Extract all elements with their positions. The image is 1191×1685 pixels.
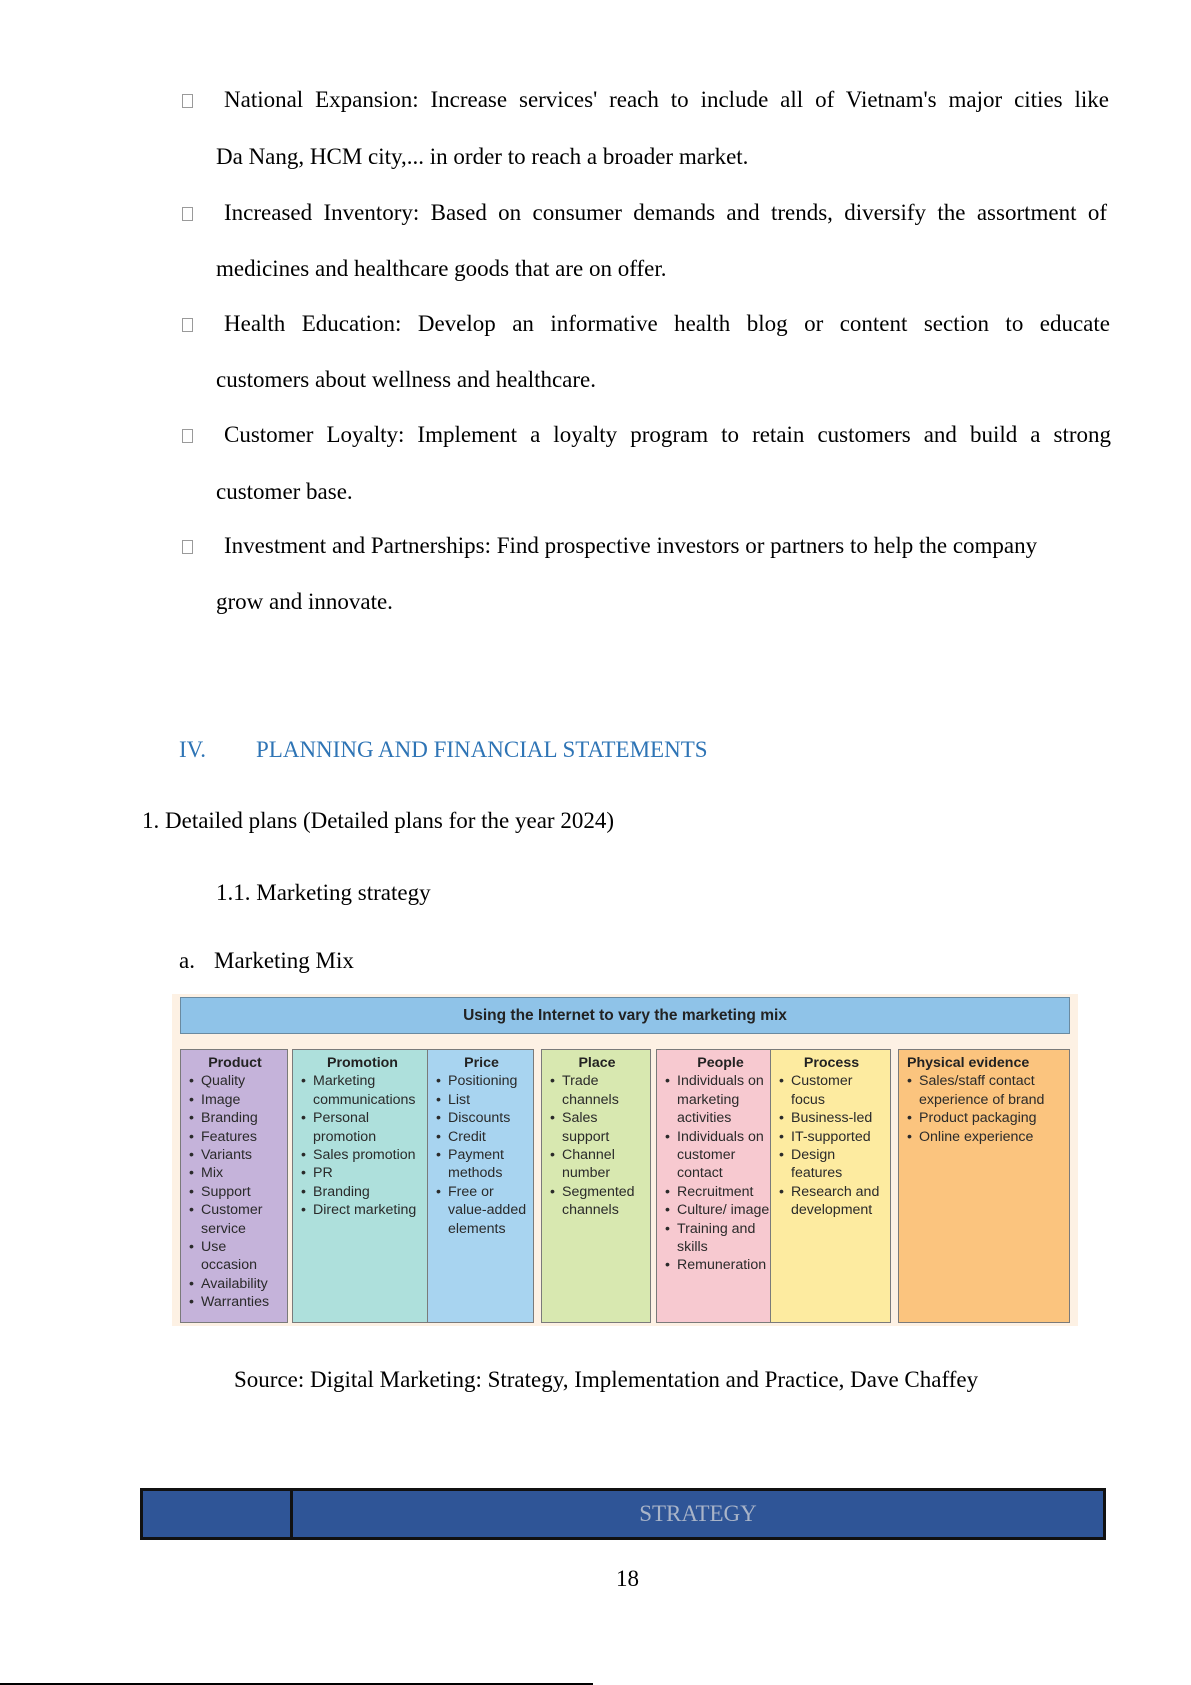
mix-column-title: Process xyxy=(803,1055,860,1071)
mix-column-title: Price xyxy=(464,1055,499,1071)
mix-column-price xyxy=(427,1049,534,1323)
section-number: IV. xyxy=(179,737,207,762)
marketing-mix-figure xyxy=(172,994,1078,1326)
mix-column-product xyxy=(180,1049,288,1323)
subheading-detailed-plans: 1. Detailed plans (Detailed plans for the year 2024) xyxy=(142,808,614,833)
mix-item: • Product packaging xyxy=(907,1109,1063,1127)
mix-item: • Trade channels xyxy=(550,1072,644,1109)
bullet-item-continuation: medicines and healthcare goods that are on offer. xyxy=(216,256,667,281)
mix-item: • Business-led xyxy=(779,1109,884,1127)
mix-item: • Remuneration xyxy=(665,1256,776,1274)
bullet-item-line: Investment and Partnerships: Find prospective investors or partners to help the company xyxy=(224,533,1038,558)
mix-column-items xyxy=(189,1072,281,1311)
bullet-item-line: Customer Loyalty: Implement a loyalty program to retain customers and build a strong xyxy=(224,422,1111,447)
mix-column-items xyxy=(779,1072,884,1219)
bullet-item-continuation: grow and innovate. xyxy=(216,589,393,614)
mix-item: • IT-supported xyxy=(779,1128,884,1146)
mix-item: • Positioning xyxy=(436,1072,527,1090)
table-header-cell-strategy: STRATEGY xyxy=(639,1501,757,1526)
mix-item: • Availability xyxy=(189,1275,281,1293)
mix-column-title: Product xyxy=(208,1055,262,1071)
mix-item: • Credit xyxy=(436,1128,527,1146)
subheading-marker: a. xyxy=(179,948,195,973)
bullet-box-icon xyxy=(182,318,193,332)
bullet-box-icon xyxy=(182,207,193,221)
mix-item: • Segmented channels xyxy=(550,1183,644,1220)
mix-column-place xyxy=(541,1049,651,1323)
mix-item: • Mix xyxy=(189,1164,281,1182)
strategy-table xyxy=(140,1488,1106,1540)
mix-item: • Customer focus xyxy=(779,1072,884,1109)
mix-item: • Image xyxy=(189,1091,281,1109)
mix-item: • Variants xyxy=(189,1146,281,1164)
mix-column-title: Promotion xyxy=(327,1055,398,1071)
mix-item: • Marketing communications xyxy=(301,1072,424,1109)
bullet-item-continuation: customers about wellness and healthcare. xyxy=(216,367,597,392)
mix-item: • Online experience xyxy=(907,1128,1063,1146)
mix-column-title: Place xyxy=(578,1055,616,1071)
bullet-box-icon xyxy=(182,540,193,554)
mix-item: • Quality xyxy=(189,1072,281,1090)
bullet-item-continuation: Da Nang, HCM city,... in order to reach a broader market. xyxy=(216,144,749,169)
mix-column-items xyxy=(436,1072,527,1238)
mix-item: • Direct marketing xyxy=(301,1201,424,1219)
mix-column-promotion xyxy=(292,1049,431,1323)
mix-item: • PR xyxy=(301,1164,424,1182)
mix-item: • Design features xyxy=(779,1146,884,1183)
subheading-marketing-strategy: 1.1. Marketing strategy xyxy=(216,880,431,905)
mix-item: • Culture/ image xyxy=(665,1201,776,1219)
mix-column-physical-evidence xyxy=(898,1049,1070,1323)
mix-item: • Personal promotion xyxy=(301,1109,424,1146)
mix-item: • List xyxy=(436,1091,527,1109)
bullet-item-line: Health Education: Develop an informative health blog or content section to educate xyxy=(224,311,1110,336)
mix-item: • Payment methods xyxy=(436,1146,527,1183)
mix-item: • Individuals on marketing activities xyxy=(665,1072,776,1127)
mix-column-title: People xyxy=(697,1055,744,1071)
bullet-box-icon xyxy=(182,429,193,443)
bullet-item-line: National Expansion: Increase services' reach to include all of Vietnam's major cities like xyxy=(224,87,1109,112)
mix-item: • Individuals on customer contact xyxy=(665,1128,776,1183)
mix-item: • Customer service xyxy=(189,1201,281,1238)
figure-header: Using the Internet to vary the marketing mix xyxy=(180,997,1070,1034)
mix-column-items xyxy=(907,1072,1063,1146)
bullet-box-icon xyxy=(182,94,193,108)
mix-item: • Sales/staff contact experience of brand xyxy=(907,1072,1063,1109)
mix-column-items xyxy=(301,1072,424,1219)
mix-column-title: Physical evidence xyxy=(907,1055,1030,1071)
bullet-item-line: Increased Inventory: Based on consumer demands and trends, diversify the assortment of xyxy=(224,200,1107,225)
mix-column-items xyxy=(665,1072,776,1274)
mix-item: • Branding xyxy=(301,1183,424,1201)
mix-item: • Use occasion xyxy=(189,1238,281,1275)
bullet-item-continuation: customer base. xyxy=(216,479,353,504)
mix-item: • Channel number xyxy=(550,1146,644,1183)
mix-item: • Free or value-added elements xyxy=(436,1183,527,1238)
mix-item: • Research and development xyxy=(779,1183,884,1220)
mix-item: • Branding xyxy=(189,1109,281,1127)
mix-item: • Warranties xyxy=(189,1293,281,1311)
mix-item: • Sales promotion xyxy=(301,1146,424,1164)
mix-item: • Sales support xyxy=(550,1109,644,1146)
table-header-cell-left xyxy=(143,1491,293,1537)
mix-item: • Discounts xyxy=(436,1109,527,1127)
mix-column-process xyxy=(770,1049,891,1323)
mix-item: • Support xyxy=(189,1183,281,1201)
subheading-marketing-mix: Marketing Mix xyxy=(214,948,354,973)
mix-item: • Training and skills xyxy=(665,1220,776,1257)
page-number: 18 xyxy=(616,1566,639,1591)
mix-column-items xyxy=(550,1072,644,1219)
mix-item: • Features xyxy=(189,1128,281,1146)
section-title: PLANNING AND FINANCIAL STATEMENTS xyxy=(256,737,708,762)
mix-column-people xyxy=(656,1049,783,1323)
figure-caption: Source: Digital Marketing: Strategy, Implementation and Practice, Dave Chaffey xyxy=(234,1367,979,1392)
mix-item: • Recruitment xyxy=(665,1183,776,1201)
